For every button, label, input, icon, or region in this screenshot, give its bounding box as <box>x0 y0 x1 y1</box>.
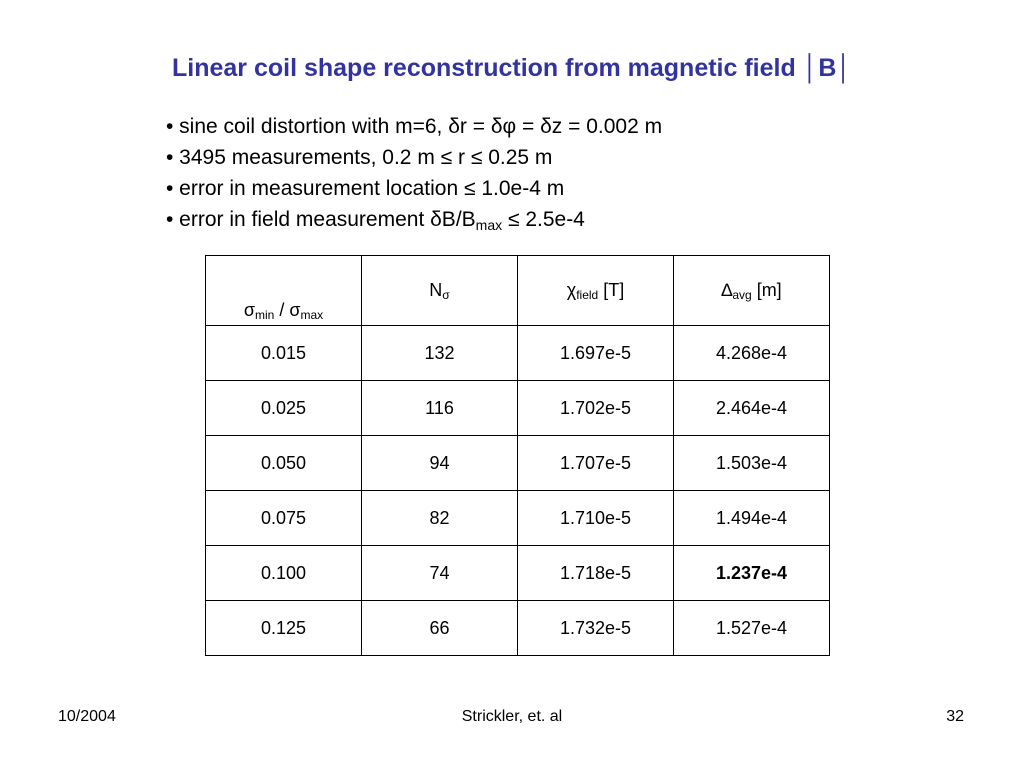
bullet-text: ≤ 2.5e-4 <box>502 208 585 231</box>
footer-author: Strickler, et. al <box>461 708 563 725</box>
table-cell: 1.702e-5 <box>518 381 674 436</box>
bullet-item: • error in measurement location ≤ 1.0e-4 m <box>166 177 565 200</box>
table-cell: 94 <box>362 436 518 491</box>
page-number: 32 <box>946 708 964 725</box>
bullet-item <box>166 204 662 235</box>
bullet-item: • sine coil distortion with m=6, δr = δφ = δz = 0.002 m <box>166 115 663 138</box>
table-header-row <box>206 256 830 326</box>
table-cell: 66 <box>362 601 518 656</box>
table-cell: 0.025 <box>206 381 362 436</box>
table-cell: 1.697e-5 <box>518 326 674 381</box>
header-subscript: σ <box>442 288 450 302</box>
table-cell: 0.125 <box>206 601 362 656</box>
table-row <box>206 491 830 546</box>
table-cell: 1.718e-5 <box>518 546 674 601</box>
header-text: / σ <box>274 300 301 320</box>
bullet-list <box>166 111 662 235</box>
table-cell: 1.503e-4 <box>674 436 830 491</box>
header-text: σ <box>243 300 255 320</box>
table-cell: 2.464e-4 <box>674 381 830 436</box>
table-cell: 74 <box>362 546 518 601</box>
table-cell: 4.268e-4 <box>674 326 830 381</box>
header-subscript: avg <box>732 288 752 302</box>
header-sigma-ratio <box>206 256 362 326</box>
table-row <box>206 326 830 381</box>
table-cell: 82 <box>362 491 518 546</box>
table-row <box>206 381 830 436</box>
bullet-text: • error in field measurement δB/B <box>166 208 476 231</box>
header-text: [T] <box>598 280 625 300</box>
table-cell: 0.100 <box>206 546 362 601</box>
bullet-subscript: max <box>475 217 503 233</box>
table-cell-highlight: 1.237e-4 <box>674 546 830 601</box>
table-cell: 1.707e-5 <box>518 436 674 491</box>
slide-title: Linear coil shape reconstruction from magnetic field │B│ <box>172 54 852 82</box>
header-text: ∆ <box>721 280 733 300</box>
table-row <box>206 601 830 656</box>
table-cell: 0.075 <box>206 491 362 546</box>
header-text: N <box>429 280 443 300</box>
header-delta-avg <box>674 256 830 326</box>
table-cell: 116 <box>362 381 518 436</box>
header-n-sigma <box>362 256 518 326</box>
table-cell: 0.050 <box>206 436 362 491</box>
table-row <box>206 546 830 601</box>
bullet-item: • 3495 measurements, 0.2 m ≤ r ≤ 0.25 m <box>166 146 553 169</box>
header-text: [m] <box>751 280 782 300</box>
table-row <box>206 436 830 491</box>
table-cell: 1.710e-5 <box>518 491 674 546</box>
table-cell: 0.015 <box>206 326 362 381</box>
table-cell: 1.732e-5 <box>518 601 674 656</box>
footer-date: 10/2004 <box>58 708 116 725</box>
header-subscript: max <box>300 308 324 322</box>
header-chi-field <box>518 256 674 326</box>
table-cell: 132 <box>362 326 518 381</box>
table-cell: 1.527e-4 <box>674 601 830 656</box>
header-subscript: field <box>576 288 599 302</box>
results-table <box>205 255 830 656</box>
header-text: χ <box>566 280 577 300</box>
table-cell: 1.494e-4 <box>674 491 830 546</box>
header-subscript: min <box>254 308 275 322</box>
